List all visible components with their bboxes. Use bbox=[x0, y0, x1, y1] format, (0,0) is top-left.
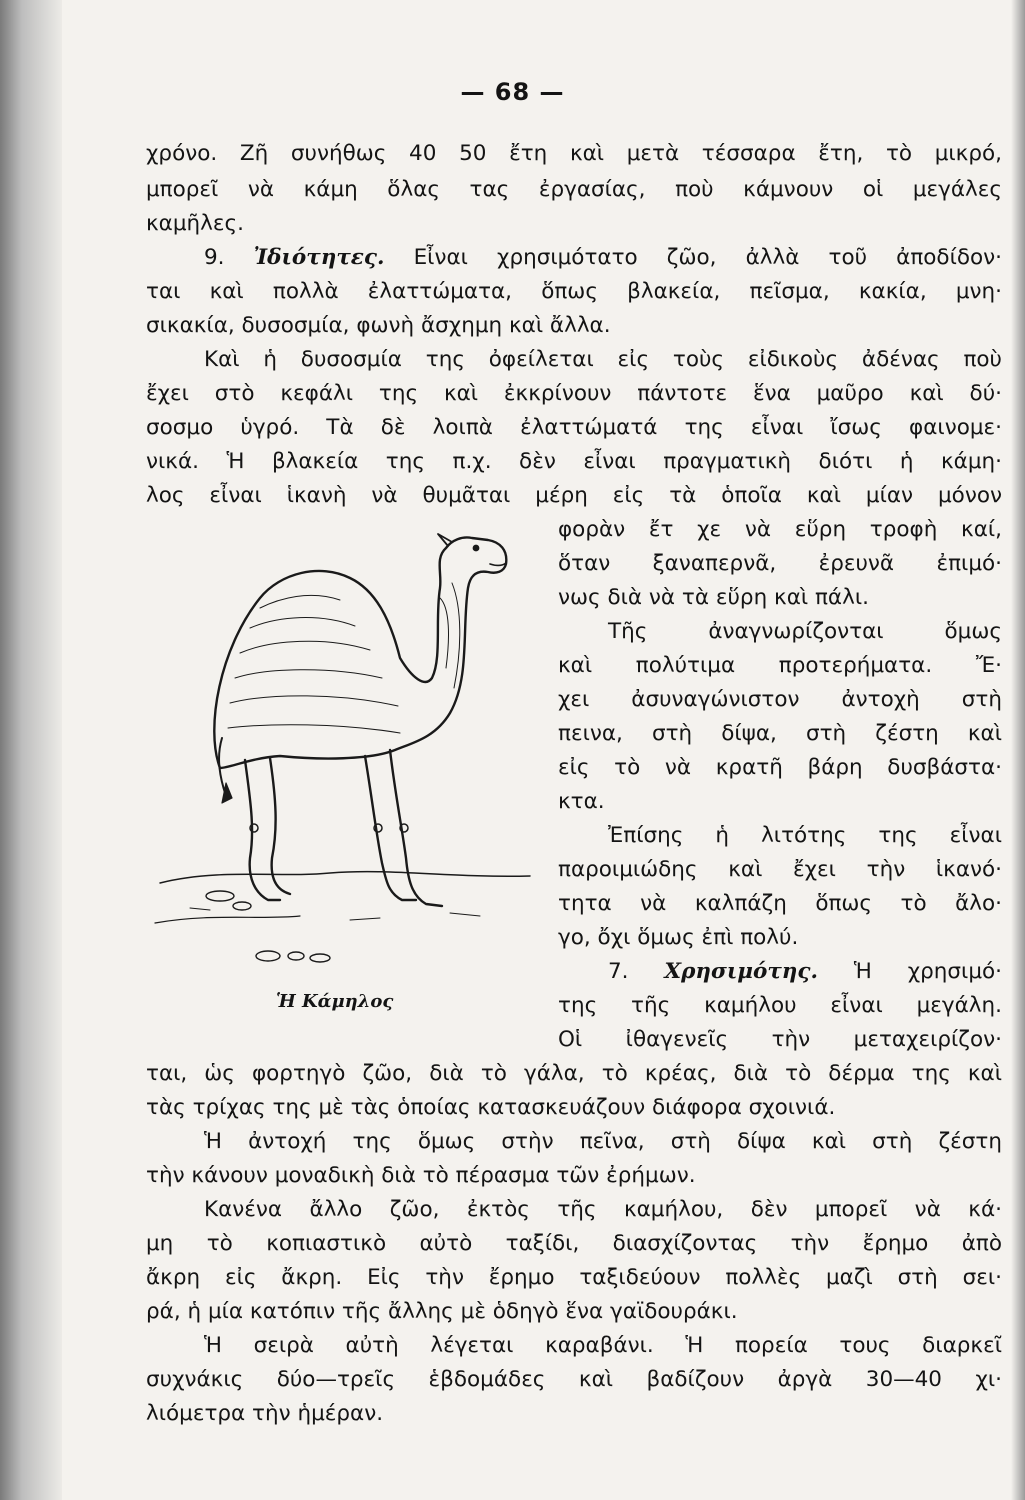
text-line: λος εἶναι ἱκανὴ νὰ θυμᾶται μέρη εἰς τὰ ὁποῖα καὶ μίαν μόνον bbox=[146, 483, 1002, 508]
text-line: καὶ πολύτιμα προτερήματα. Ἔ· bbox=[558, 653, 1002, 678]
text-line: παροιμιώδης καὶ ἔχει τὴν ἱκανό· bbox=[558, 857, 1002, 882]
text-line: τὰς τρίχας της μὲ τὰς ὁποίας κατασκευάζουν διάφορα σχοινιά. bbox=[146, 1095, 836, 1120]
text-span: Εἶναι χρησιμότατο ζῶο, ἀλλὰ τοῦ ἀποδίδον· bbox=[413, 245, 1002, 270]
text-line: νως διὰ νὰ τὰ εὕρη καὶ πάλι. bbox=[558, 585, 869, 610]
text-line: σοσμο ὑγρό. Τὰ δὲ λοιπὰ ἐλαττώματά της εἶναι ἴσως φαινομε· bbox=[146, 415, 1002, 440]
page-edge bbox=[1011, 0, 1025, 1500]
text-line: λιόμετρα τὴν ἡμέραν. bbox=[146, 1401, 384, 1426]
text-line: ἄκρη εἰς ἄκρη. Εἰς τὴν ἔρημο ταξιδεύουν πολλὲς μαζὶ στὴ σει· bbox=[146, 1265, 1002, 1290]
section-title: Ἰδιότητες. bbox=[253, 245, 385, 270]
section-title: Χρησιμότης. bbox=[664, 959, 819, 984]
text-line: Οἱ ἰθαγενεῖς τὴν μεταχειρίζον· bbox=[558, 1027, 1002, 1052]
section-heading-line bbox=[146, 242, 1002, 274]
text-line: τὴν κάνουν μοναδικὴ διὰ τὸ πέρασμα τῶν ἐρήμων. bbox=[146, 1163, 696, 1188]
text-line: κτα. bbox=[558, 789, 605, 814]
text-line: πεινα, στὴ δίψα, στὴ ζέστη καὶ bbox=[558, 721, 1002, 746]
text-line: μη τὸ κοπιαστικὸ αὐτὸ ταξίδι, διασχίζοντας τὴν ἔρημο ἀπὸ bbox=[146, 1231, 1002, 1256]
section-number: 7. bbox=[608, 959, 629, 984]
text-line: ὅταν ξαναπερνᾶ, ἐρευνᾶ ἐπιμό· bbox=[558, 551, 1002, 576]
text-line: ἔχει στὸ κεφάλι της καὶ ἐκκρίνουν πάντοτε ἕνα μαῦρο καὶ δύ· bbox=[146, 381, 1002, 406]
text-line: ρά, ἡ μία κατόπιν τῆς ἄλλης μὲ ὁδηγὸ ἕνα γαϊδουράκι. bbox=[146, 1299, 738, 1324]
text-span: Ἡ χρησιμό· bbox=[853, 959, 1002, 984]
text-line: χει ἀσυναγώνιστον ἀντοχὴ στὴ bbox=[558, 687, 1002, 712]
text-line: εἰς τὸ νὰ κρατῆ βάρη δυσβάστα· bbox=[558, 755, 1002, 780]
text-line: γο, ὄχι ὅμως ἐπὶ πολύ. bbox=[558, 925, 799, 950]
text-line: μπορεῖ νὰ κάμη ὅλας τας ἐργασίας, ποὺ κάμνουν οἱ μεγάλες bbox=[146, 177, 1002, 202]
text-line: της τῆς καμήλου εἶναι μεγάλη. bbox=[558, 993, 1002, 1018]
text-line: Ἡ σειρὰ αὐτὴ λέγεται καραβάνι. Ἡ πορεία τους διαρκεῖ bbox=[204, 1333, 1002, 1358]
text-line: καμῆλες. bbox=[146, 211, 244, 236]
text-line: Τῆς ἀναγνωρίζονται ὅμως bbox=[608, 619, 1002, 644]
camel-illustration bbox=[150, 528, 540, 990]
section-number: 9. bbox=[204, 245, 225, 270]
text-line: σικακία, δυσοσμία, φωνὴ ἄσχημη καὶ ἄλλα. bbox=[146, 313, 611, 338]
text-line: φορὰν ἔτ χε νὰ εὕρη τροφὴ καί, bbox=[558, 517, 1002, 542]
text-line: Κανένα ἄλλο ζῶο, ἐκτὸς τῆς καμήλου, δὲν μπορεῖ νὰ κά· bbox=[204, 1197, 1002, 1222]
text-line: χρόνο. Ζῆ συνήθως 40 50 ἔτη καὶ μετὰ τέσσαρα ἔτη, τὸ μικρό, bbox=[146, 141, 1002, 166]
text-line: Ἐπίσης ἡ λιτότης της εἶναι bbox=[608, 823, 1002, 848]
text-line: Ἡ ἀντοχή της ὅμως στὴν πεῖνα, στὴ δίψα καὶ στὴ ζέστη bbox=[204, 1129, 1002, 1154]
page-number: — 68 — bbox=[460, 78, 565, 106]
text-line: νικά. Ἡ βλακεία της π.χ. δὲν εἶναι πραγματικὴ διότι ἡ κάμη· bbox=[146, 449, 1002, 474]
page-gutter-shadow bbox=[0, 0, 62, 1500]
text-line: τητα νὰ καλπάζη ὅπως τὸ ἄλο· bbox=[558, 891, 1002, 916]
text-line: ται καὶ πολλὰ ἐλαττώματα, ὅπως βλακεία, πεῖσμα, κακία, μνη· bbox=[146, 279, 1002, 304]
text-line: ται, ὡς φορτηγὸ ζῶο, διὰ τὸ γάλα, τὸ κρέας, διὰ τὸ δέρμα της καὶ bbox=[146, 1061, 1002, 1086]
figure-caption: Ἡ Κάμηλος bbox=[276, 991, 394, 1012]
section-heading-line bbox=[558, 956, 1002, 988]
text-line: συχνάκις δύο—τρεῖς ἑβδομάδες καὶ βαδίζουν ἀργὰ 30—40 χι· bbox=[146, 1367, 1002, 1392]
text-line: Καὶ ἡ δυσοσμία της ὀφείλεται εἰς τοὺς εἰδικοὺς ἀδένας ποὺ bbox=[204, 347, 1002, 372]
